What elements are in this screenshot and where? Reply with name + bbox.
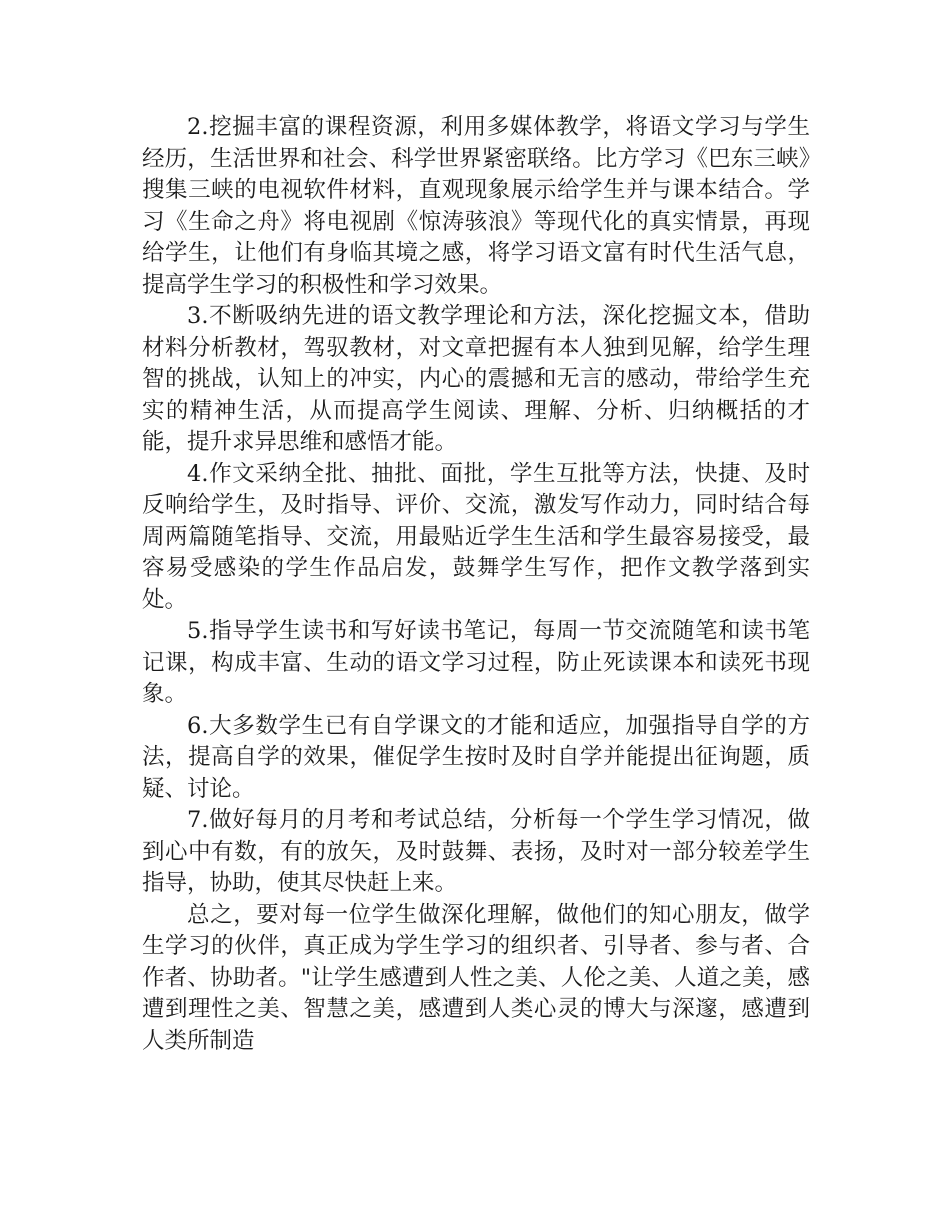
paragraph-4-composition-grading: 4.作文采纳全批、抽批、面批，学生互批等方法，快捷、及时反响给学生，及时指导、评价、交流，激发写作动力，同时结合每周两篇随笔指导、交流，用最贴近学生生活和学生最容易接受，最容易受感染的学生作品启发，鼓舞学生写作，把作文教学落到实处。 bbox=[142, 460, 810, 613]
paragraph-7-monthly-exams: 7.做好每月的月考和考试总结，分析每一个学生学习情况，做到心中有数，有的放矢，及时鼓舞、表扬，及时对一部分较差学生指导，协助，使其尽快赶上来。 bbox=[142, 807, 810, 896]
paragraph-5-reading-notes: 5.指导学生读书和写好读书笔记，每周一节交流随笔和读书笔记课，构成丰富、生动的语文学习过程，防止死读课本和读死书现象。 bbox=[142, 618, 810, 707]
paragraph-2-course-resources: 2.挖掘丰富的课程资源，利用多媒体教学，将语文学习与学生经历，生活世界和社会、科学世界紧密联络。比方学习《巴东三峡》搜集三峡的电视软件材料，直观现象展示给学生并与课本结合。学习《生命之舟》将电视剧《惊涛骇浪》等现代化的真实情景，再现给学生，让他们有身临其境之感，将学习语文富有时代生活气息，提高学生学习的积极性和学习效果。 bbox=[142, 114, 810, 298]
paragraph-summary: 总之，要对每一位学生做深化理解，做他们的知心朋友，做学生学习的伙伴，真正成为学生学习的组织者、引导者、参与者、合作者、协助者。"让学生感遭到人性之美、人伦之美、人道之美，感遭到理性之美、智慧之美，感遭到人类心灵的博大与深邃，感遭到人类所制造 bbox=[142, 901, 810, 1054]
document-body bbox=[142, 112, 810, 1057]
paragraph-6-self-study: 6.大多数学生已有自学课文的才能和适应，加强指导自学的方法，提高自学的效果，催促学生按时及时自学并能提出征询题，质疑、讨论。 bbox=[142, 712, 810, 802]
paragraph-3-teaching-theory: 3.不断吸纳先进的语文教学理论和方法，深化挖掘文本，借助材料分析教材，驾驭教材，对文章把握有本人独到见解，给学生理智的挑战，认知上的冲实，内心的震撼和无言的感动，带给学生充实的精神生活，从而提高学生阅读、理解、分析、归纳概括的才能，提升求异思维和感悟才能。 bbox=[142, 303, 810, 455]
